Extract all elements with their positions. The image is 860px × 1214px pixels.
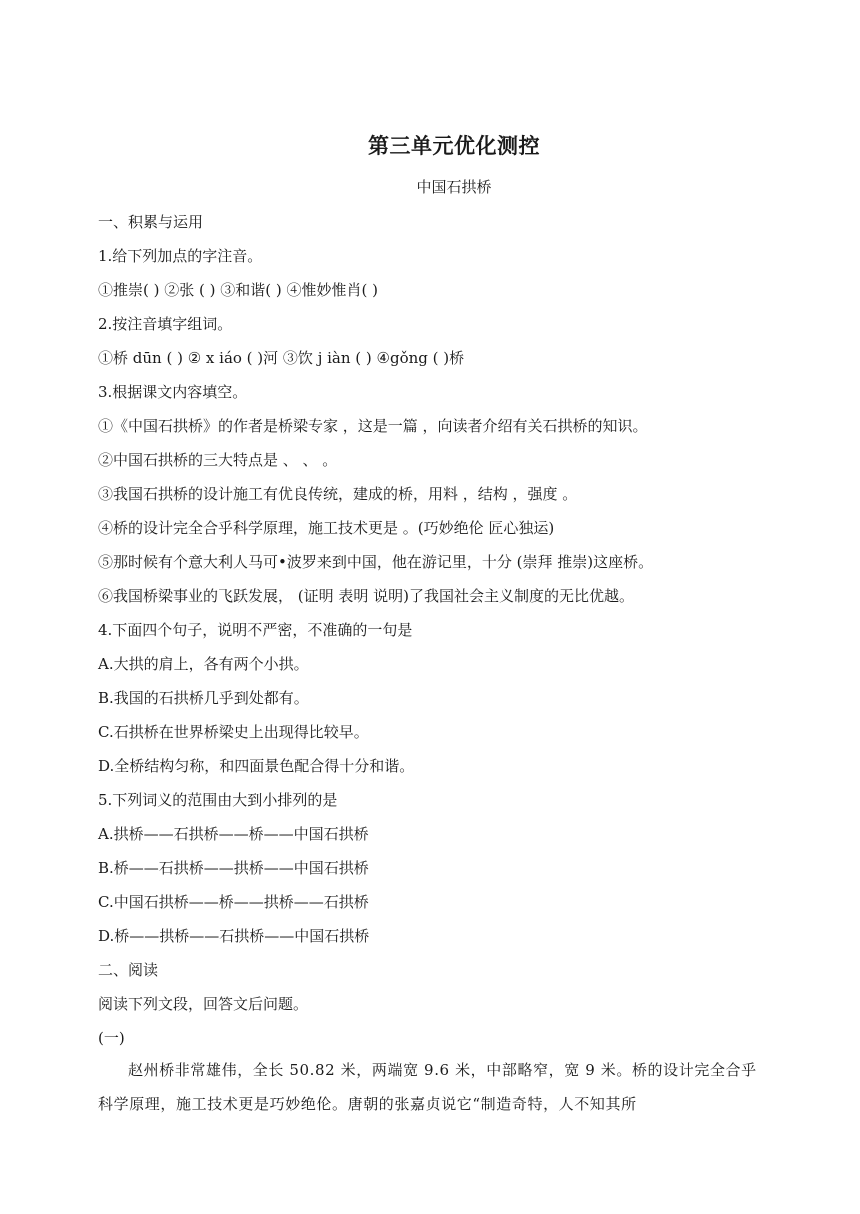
question-2-items: ①桥 dūn ( ) ② x iáo ( )河 ③饮 j iàn ( ) ④gǒng ( )桥 (98, 349, 465, 367)
question-4-option-b: B.我国的石拱桥几乎到处都有。 (98, 689, 309, 707)
question-3-item-2: ②中国石拱桥的三大特点是 、 、 。 (98, 451, 338, 469)
question-2: 2.按注音填字组词。 (98, 315, 233, 333)
question-5-option-c: C.中国石拱桥——桥——拱桥——石拱桥 (98, 893, 369, 911)
question-5-option-d: D.桥——拱桥——石拱桥——中国石拱桥 (98, 927, 370, 945)
question-1-items: ①推崇( ) ②张 ( ) ③和谐( ) ④惟妙惟肖( ) (98, 281, 378, 299)
section-heading-2: 二、阅读 (98, 961, 159, 979)
question-3-item-5: ⑤那时候有个意大利人马可•波罗来到中国，他在游记里，十分 (崇拜 推崇)这座桥。 (98, 553, 654, 571)
question-3-item-3: ③我国石拱桥的设计施工有优良传统，建成的桥，用料 ，结构 ，强度 。 (98, 485, 578, 503)
question-3-item-4: ④桥的设计完全合乎科学原理，施工技术更是 。(巧妙绝伦 匠心独运) (98, 519, 555, 537)
question-5-option-a: A.拱桥——石拱桥——桥——中国石拱桥 (98, 825, 369, 843)
question-4: 4.下面四个句子，说明不严密，不准确的一句是 (98, 621, 413, 639)
document-title: 第三单元优化测控 (368, 134, 540, 158)
question-3-item-1: ①《中国石拱桥》的作者是桥梁专家 ，这是一篇 ，向读者介绍有关石拱桥的知识。 (98, 417, 648, 435)
reading-paragraph: 赵州桥非常雄伟，全长 50.82 米，两端宽 9.6 米，中部略窄，宽 9 米。桥的设计完全合乎科学原理，施工技术更是巧妙绝伦。唐朝的张嘉贞说它“制造奇特，人不知其所 (98, 1061, 757, 1113)
section-heading-1: 一、积累与运用 (98, 213, 204, 231)
question-4-option-c: C.石拱桥在世界桥梁史上出现得比较早。 (98, 723, 369, 741)
question-5-option-b: B.桥——石拱桥——拱桥——中国石拱桥 (98, 859, 369, 877)
reading-instruction: 阅读下列文段，回答文后问题。 (98, 995, 309, 1013)
reading-part-label: (一) (98, 1029, 125, 1047)
question-4-option-a: A.大拱的肩上，各有两个小拱。 (98, 655, 309, 673)
document-subtitle: 中国石拱桥 (416, 178, 492, 196)
question-4-option-d: D.全桥结构匀称，和四面景色配合得十分和谐。 (98, 757, 415, 775)
question-3: 3.根据课文内容填空。 (98, 383, 248, 401)
question-5: 5.下列词义的范围由大到小排列的是 (98, 791, 338, 809)
question-3-item-6: ⑥我国桥梁事业的飞跃发展， (证明 表明 说明)了我国社会主义制度的无比优越。 (98, 587, 635, 605)
question-1: 1.给下列加点的字注音。 (98, 247, 263, 265)
